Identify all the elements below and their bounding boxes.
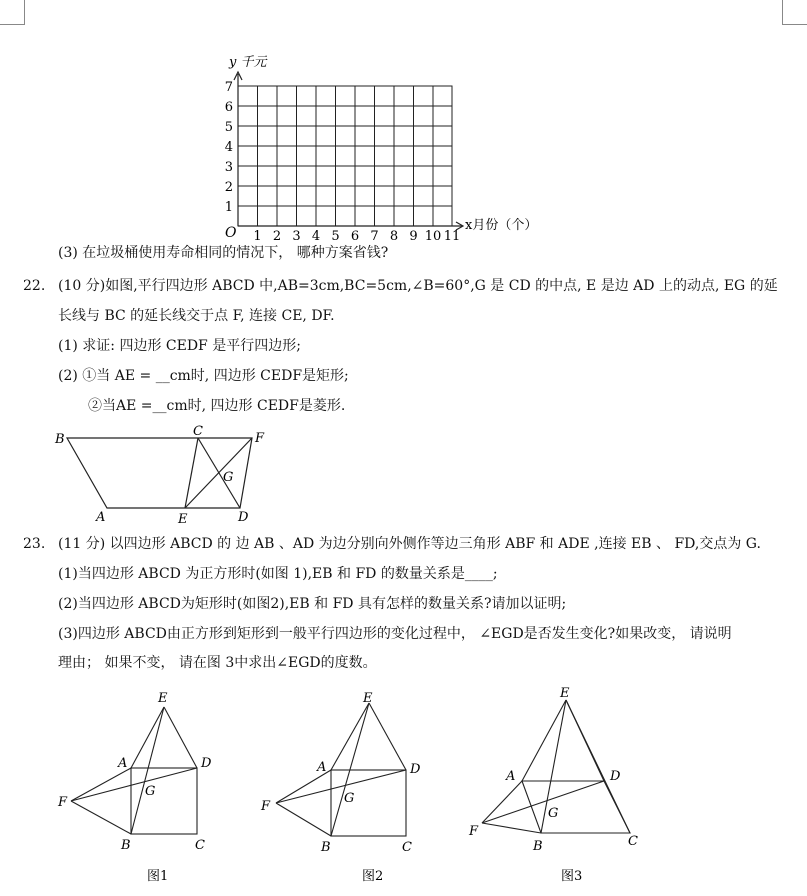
- x-tick-labels: [253, 229, 460, 244]
- x-tick: 9: [409, 229, 418, 244]
- x-tick: 3: [292, 229, 301, 244]
- x-tick: 5: [331, 229, 340, 244]
- fig3-label-B: B: [533, 839, 543, 854]
- fig1-caption: 图1: [147, 869, 169, 884]
- coordinate-grid-figure: [0, 0, 807, 250]
- q22-line2: 长线与 BC 的延长线交于点 F, 连接 CE, DF.: [58, 308, 335, 324]
- q21-part3: (3) 在垃圾桶使用寿命相同的情况下， 哪种方案省钱?: [58, 245, 389, 261]
- fig3-label-G: G: [548, 806, 559, 821]
- x-tick: 8: [389, 229, 399, 244]
- fig3-label-E: E: [560, 686, 570, 701]
- fig2-label-E: E: [363, 691, 373, 706]
- x-axis-label: x月份（个）: [465, 218, 538, 233]
- label-G: G: [223, 470, 234, 485]
- fig1-label-C: C: [195, 838, 205, 853]
- fig1-label-E: E: [158, 691, 168, 706]
- fig2-label-G: G: [344, 791, 355, 806]
- label-A: A: [96, 510, 106, 525]
- fig1-label-G: G: [145, 784, 156, 799]
- q22-part2a: (2) ①当 AE = __cm时, 四边形 CEDF是矩形;: [58, 368, 349, 384]
- y-tick: 7: [224, 80, 233, 95]
- q23-line1: (11 分) 以四边形 ABCD 的 边 AB 、AD 为边分别向外侧作等边三角形 ABF 和 ADE ,连接 EB 、 FD,交点为 G.: [58, 536, 761, 552]
- origin-label: O: [225, 225, 237, 241]
- fig3-label-C: C: [628, 834, 638, 849]
- x-tick: 1: [253, 229, 262, 244]
- q22-parallelogram-figure: [0, 420, 807, 530]
- fig2-label-B: B: [321, 840, 331, 855]
- fig3-label-D: D: [610, 769, 621, 784]
- q22-part2b: ②当AE =__cm时, 四边形 CEDF是菱形.: [88, 398, 346, 414]
- q23-part1: (1)当四边形 ABCD 为正方形时(如图 1),EB 和 FD 的数量关系是____;: [58, 566, 498, 582]
- fig2-label-A: A: [317, 760, 327, 775]
- q23-figures: [0, 680, 807, 896]
- x-tick: 10: [424, 229, 442, 244]
- fig3-caption: 图3: [561, 869, 583, 884]
- q22-number: 22.: [23, 278, 46, 294]
- y-tick-labels: [225, 80, 233, 215]
- fig2-label-C: C: [402, 840, 412, 855]
- fig1-label-D: D: [201, 756, 212, 771]
- fig3-label-F: F: [469, 824, 479, 839]
- label-E: E: [178, 512, 188, 527]
- fig1-label-A: A: [118, 756, 128, 771]
- q23-part3b: 理由； 如果不变， 请在图 3中求出∠EGD的度数。: [58, 655, 377, 671]
- fig3-label-A: A: [506, 769, 516, 784]
- y-tick: 6: [224, 100, 233, 115]
- y-axis-label: y 千元: [229, 55, 267, 70]
- q22-part1: (1) 求证: 四边形 CEDF 是平行四边形;: [58, 338, 301, 354]
- label-C: C: [193, 424, 203, 439]
- x-tick: 4: [311, 229, 321, 244]
- label-D: D: [238, 510, 249, 525]
- y-tick: 1: [224, 200, 233, 215]
- fig1-label-B: B: [121, 838, 131, 853]
- fig2-label-D: D: [410, 762, 421, 777]
- q23-part3a: (3)四边形 ABCD由正方形到矩形到一般平行四边形的变化过程中， ∠EGD是否发生变化?如果改变， 请说明: [58, 626, 732, 642]
- grid-lines: [238, 86, 452, 226]
- fig2-label-F: F: [261, 799, 271, 814]
- y-tick: 3: [224, 160, 233, 175]
- label-B: B: [55, 432, 65, 447]
- figure-1: [71, 707, 197, 834]
- q23-number: 23.: [23, 536, 46, 552]
- fig2-caption: 图2: [362, 869, 384, 884]
- label-F: F: [255, 431, 265, 446]
- y-tick: 4: [224, 140, 233, 155]
- fig1-label-F: F: [58, 795, 68, 810]
- x-tick: 2: [272, 229, 282, 244]
- x-tick: 7: [370, 229, 379, 244]
- q23-part2: (2)当四边形 ABCD为矩形时(如图2),EB 和 FD 具有怎样的数量关系?请加以证明;: [58, 596, 567, 612]
- x-tick: 11: [443, 229, 461, 244]
- q22-line1: (10 分)如图,平行四边形 ABCD 中,AB=3cm,BC=5cm,∠B=60°,G 是 CD 的中点, E 是边 AD 上的动点, EG 的延: [58, 278, 778, 294]
- x-tick: 6: [350, 229, 360, 244]
- figure-2: [276, 703, 406, 836]
- y-tick: 2: [224, 180, 233, 195]
- y-tick: 5: [224, 120, 233, 135]
